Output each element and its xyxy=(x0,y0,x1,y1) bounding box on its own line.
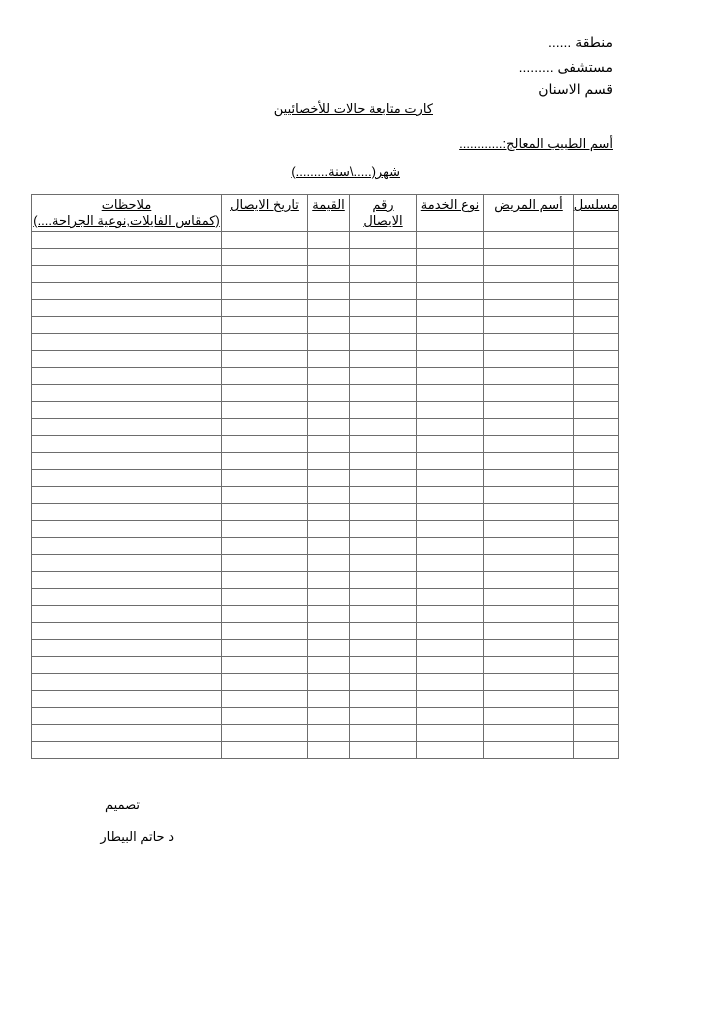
table-cell-value xyxy=(308,674,350,691)
table-cell-value xyxy=(308,453,350,470)
table-cell-service xyxy=(417,249,484,266)
table-cell-notes xyxy=(32,385,222,402)
table-cell-receipt_no xyxy=(350,623,417,640)
table-cell-patient xyxy=(484,470,574,487)
table-cell-notes xyxy=(32,317,222,334)
table-cell-serial xyxy=(574,402,619,419)
table-cell-patient xyxy=(484,300,574,317)
table-cell-serial xyxy=(574,725,619,742)
table-cell-value xyxy=(308,317,350,334)
table-cell-value xyxy=(308,402,350,419)
table-cell-receipt_date xyxy=(222,606,308,623)
table-cell-serial xyxy=(574,266,619,283)
table-row xyxy=(32,317,619,334)
table-cell-value xyxy=(308,572,350,589)
table-row xyxy=(32,589,619,606)
table-cell-notes xyxy=(32,572,222,589)
table-cell-receipt_date xyxy=(222,725,308,742)
table-cell-patient xyxy=(484,725,574,742)
table-row xyxy=(32,249,619,266)
table-cell-patient xyxy=(484,453,574,470)
table-cell-notes xyxy=(32,470,222,487)
table-cell-patient xyxy=(484,640,574,657)
table-row xyxy=(32,640,619,657)
table-cell-receipt_date xyxy=(222,266,308,283)
hospital-label: مستشفى ......... xyxy=(518,59,613,75)
table-cell-receipt_no xyxy=(350,640,417,657)
table-cell-receipt_date xyxy=(222,368,308,385)
table-cell-receipt_no xyxy=(350,538,417,555)
table-cell-receipt_date xyxy=(222,453,308,470)
table-cell-serial xyxy=(574,453,619,470)
table-cell-receipt_no xyxy=(350,385,417,402)
table-cell-receipt_date xyxy=(222,623,308,640)
table-cell-receipt_no xyxy=(350,555,417,572)
table-cell-value xyxy=(308,419,350,436)
table-cell-service xyxy=(417,640,484,657)
table-cell-serial xyxy=(574,538,619,555)
table-cell-receipt_date xyxy=(222,521,308,538)
table-cell-value xyxy=(308,589,350,606)
table-cell-value xyxy=(308,300,350,317)
table-row xyxy=(32,708,619,725)
table-cell-notes xyxy=(32,249,222,266)
table-row xyxy=(32,300,619,317)
table-header-row xyxy=(32,195,619,232)
table-cell-service xyxy=(417,521,484,538)
table-row xyxy=(32,572,619,589)
table-row xyxy=(32,487,619,504)
table-row xyxy=(32,725,619,742)
table-cell-value xyxy=(308,521,350,538)
table-cell-serial xyxy=(574,419,619,436)
table-cell-receipt_no xyxy=(350,504,417,521)
table-cell-receipt_no xyxy=(350,487,417,504)
col-value: القيمة xyxy=(308,195,350,232)
table-row xyxy=(32,334,619,351)
table-cell-notes xyxy=(32,487,222,504)
table-cell-service xyxy=(417,317,484,334)
table-cell-notes xyxy=(32,538,222,555)
table-cell-service xyxy=(417,385,484,402)
table-cell-service xyxy=(417,402,484,419)
table-cell-notes xyxy=(32,453,222,470)
design-label: تصميم xyxy=(105,797,140,812)
table-row xyxy=(32,232,619,249)
table-cell-serial xyxy=(574,470,619,487)
table-cell-receipt_no xyxy=(350,674,417,691)
table-row xyxy=(32,606,619,623)
table-row xyxy=(32,436,619,453)
table-cell-value xyxy=(308,623,350,640)
table-cell-serial xyxy=(574,368,619,385)
table-cell-receipt_date xyxy=(222,419,308,436)
table-cell-patient xyxy=(484,623,574,640)
table-cell-patient xyxy=(484,402,574,419)
table-cell-receipt_date xyxy=(222,300,308,317)
table-cell-notes xyxy=(32,351,222,368)
table-cell-patient xyxy=(484,249,574,266)
table-cell-receipt_no xyxy=(350,521,417,538)
table-cell-receipt_no xyxy=(350,249,417,266)
table-cell-notes xyxy=(32,691,222,708)
table-cell-value xyxy=(308,504,350,521)
table-cell-receipt_no xyxy=(350,691,417,708)
table-cell-patient xyxy=(484,419,574,436)
table-cell-notes xyxy=(32,555,222,572)
table-cell-notes xyxy=(32,419,222,436)
table-cell-value xyxy=(308,470,350,487)
table-cell-serial xyxy=(574,572,619,589)
table-cell-value xyxy=(308,487,350,504)
table-cell-notes xyxy=(32,266,222,283)
table-cell-serial xyxy=(574,589,619,606)
table-cell-value xyxy=(308,742,350,759)
table-row xyxy=(32,351,619,368)
table-cell-receipt_date xyxy=(222,487,308,504)
table-cell-receipt_no xyxy=(350,470,417,487)
table-cell-patient xyxy=(484,504,574,521)
table-cell-service xyxy=(417,589,484,606)
table-cell-service xyxy=(417,674,484,691)
table-cell-value xyxy=(308,640,350,657)
table-cell-notes xyxy=(32,436,222,453)
table-cell-serial xyxy=(574,623,619,640)
table-row xyxy=(32,674,619,691)
table-cell-service xyxy=(417,708,484,725)
table-cell-patient xyxy=(484,691,574,708)
table-cell-notes xyxy=(32,589,222,606)
table-cell-receipt_no xyxy=(350,708,417,725)
table-cell-service xyxy=(417,266,484,283)
table-cell-receipt_no xyxy=(350,266,417,283)
table-cell-receipt_no xyxy=(350,232,417,249)
col-notes: ملاحظات (كمقاس الفايلات,نوعية الجراحة....) xyxy=(32,195,222,232)
table-cell-receipt_no xyxy=(350,436,417,453)
designer-name: د حاتم البيطار xyxy=(100,829,174,844)
table-cell-notes xyxy=(32,334,222,351)
table-cell-service xyxy=(417,623,484,640)
col-receipt-number: رقم الايصال xyxy=(350,195,417,232)
table-cell-notes xyxy=(32,640,222,657)
table-cell-serial xyxy=(574,232,619,249)
table-cell-receipt_date xyxy=(222,742,308,759)
table-row xyxy=(32,504,619,521)
table-cell-receipt_no xyxy=(350,453,417,470)
table-cell-receipt_date xyxy=(222,691,308,708)
table-cell-patient xyxy=(484,606,574,623)
table-cell-service xyxy=(417,691,484,708)
table-cell-service xyxy=(417,300,484,317)
table-cell-value xyxy=(308,334,350,351)
table-cell-notes xyxy=(32,674,222,691)
table-row xyxy=(32,368,619,385)
table-row xyxy=(32,691,619,708)
table-cell-serial xyxy=(574,640,619,657)
table-cell-receipt_no xyxy=(350,300,417,317)
table-cell-receipt_date xyxy=(222,402,308,419)
table-cell-receipt_date xyxy=(222,317,308,334)
table-cell-serial xyxy=(574,708,619,725)
table-cell-patient xyxy=(484,436,574,453)
table-cell-service xyxy=(417,742,484,759)
table-cell-patient xyxy=(484,334,574,351)
table-cell-receipt_no xyxy=(350,606,417,623)
table-row xyxy=(32,623,619,640)
table-cell-service xyxy=(417,487,484,504)
table-cell-patient xyxy=(484,283,574,300)
table-cell-service xyxy=(417,725,484,742)
table-row xyxy=(32,385,619,402)
case-log-table xyxy=(31,194,619,759)
table-cell-value xyxy=(308,606,350,623)
table-cell-serial xyxy=(574,742,619,759)
table-cell-notes xyxy=(32,283,222,300)
table-cell-service xyxy=(417,555,484,572)
table-cell-notes xyxy=(32,725,222,742)
table-cell-patient xyxy=(484,555,574,572)
table-cell-notes xyxy=(32,504,222,521)
table-cell-value xyxy=(308,283,350,300)
table-cell-receipt_no xyxy=(350,334,417,351)
table-cell-patient xyxy=(484,708,574,725)
table-cell-receipt_date xyxy=(222,589,308,606)
table-cell-notes xyxy=(32,623,222,640)
table-cell-service xyxy=(417,606,484,623)
table-cell-serial xyxy=(574,300,619,317)
table-row xyxy=(32,419,619,436)
table-cell-service xyxy=(417,351,484,368)
table-cell-serial xyxy=(574,249,619,266)
table-cell-serial xyxy=(574,504,619,521)
table-cell-patient xyxy=(484,266,574,283)
table-cell-receipt_date xyxy=(222,657,308,674)
table-cell-patient xyxy=(484,232,574,249)
table-cell-value xyxy=(308,266,350,283)
table-cell-value xyxy=(308,725,350,742)
table-cell-serial xyxy=(574,606,619,623)
table-cell-patient xyxy=(484,657,574,674)
table-cell-notes xyxy=(32,742,222,759)
table-cell-receipt_date xyxy=(222,351,308,368)
table-cell-receipt_date xyxy=(222,249,308,266)
table-cell-receipt_date xyxy=(222,470,308,487)
table-cell-patient xyxy=(484,385,574,402)
department-label: قسم الاسنان xyxy=(538,81,613,97)
table-cell-receipt_date xyxy=(222,232,308,249)
table-cell-serial xyxy=(574,487,619,504)
table-cell-serial xyxy=(574,385,619,402)
table-cell-serial xyxy=(574,317,619,334)
table-cell-receipt_date xyxy=(222,674,308,691)
table-cell-patient xyxy=(484,589,574,606)
table-cell-notes xyxy=(32,402,222,419)
table-cell-serial xyxy=(574,691,619,708)
doctor-name-line: أسم الطبيب المعالج:............ xyxy=(459,136,613,151)
table-cell-receipt_date xyxy=(222,334,308,351)
table-cell-receipt_no xyxy=(350,419,417,436)
table-cell-notes xyxy=(32,708,222,725)
table-cell-receipt_no xyxy=(350,351,417,368)
table-cell-notes xyxy=(32,657,222,674)
table-row xyxy=(32,742,619,759)
table-cell-receipt_no xyxy=(350,368,417,385)
table-row xyxy=(32,657,619,674)
table-cell-receipt_no xyxy=(350,657,417,674)
table-cell-patient xyxy=(484,487,574,504)
table-cell-receipt_no xyxy=(350,742,417,759)
table-cell-service xyxy=(417,334,484,351)
table-cell-service xyxy=(417,572,484,589)
table-cell-receipt_no xyxy=(350,589,417,606)
table-cell-patient xyxy=(484,572,574,589)
col-serial: مسلسل xyxy=(574,195,619,232)
table-cell-value xyxy=(308,708,350,725)
table-cell-serial xyxy=(574,283,619,300)
table-cell-receipt_date xyxy=(222,555,308,572)
col-service-type: نوع الخدمة xyxy=(417,195,484,232)
table-cell-service xyxy=(417,436,484,453)
col-receipt-date: تاريخ الايصال xyxy=(222,195,308,232)
table-cell-service xyxy=(417,419,484,436)
table-cell-receipt_date xyxy=(222,385,308,402)
table-cell-receipt_date xyxy=(222,538,308,555)
table-cell-notes xyxy=(32,232,222,249)
table-cell-notes xyxy=(32,300,222,317)
table-row xyxy=(32,266,619,283)
table-cell-value xyxy=(308,385,350,402)
table-cell-value xyxy=(308,657,350,674)
table-cell-receipt_date xyxy=(222,572,308,589)
table-cell-value xyxy=(308,538,350,555)
table-cell-service xyxy=(417,504,484,521)
table-row xyxy=(32,538,619,555)
table-cell-serial xyxy=(574,351,619,368)
table-cell-service xyxy=(417,232,484,249)
col-patient-name: أسم المريض xyxy=(484,195,574,232)
table-body xyxy=(32,232,619,759)
table-cell-notes xyxy=(32,606,222,623)
table-cell-receipt_no xyxy=(350,317,417,334)
table-row xyxy=(32,521,619,538)
table-cell-receipt_no xyxy=(350,572,417,589)
table-cell-receipt_date xyxy=(222,640,308,657)
table-row xyxy=(32,555,619,572)
table-cell-receipt_no xyxy=(350,402,417,419)
table-cell-value xyxy=(308,691,350,708)
form-title: كارت متابعة حالات للأخصائيين xyxy=(273,101,433,116)
table-row xyxy=(32,470,619,487)
month-year-line: شهر(.....\سنة.........) xyxy=(291,164,400,179)
table-cell-service xyxy=(417,538,484,555)
table-cell-value xyxy=(308,351,350,368)
table-cell-patient xyxy=(484,521,574,538)
table-cell-serial xyxy=(574,521,619,538)
table-row xyxy=(32,402,619,419)
table-row xyxy=(32,283,619,300)
table-cell-value xyxy=(308,232,350,249)
table-cell-patient xyxy=(484,351,574,368)
table-cell-value xyxy=(308,368,350,385)
table-cell-patient xyxy=(484,317,574,334)
table-cell-service xyxy=(417,283,484,300)
table-cell-patient xyxy=(484,538,574,555)
table-cell-serial xyxy=(574,334,619,351)
table-cell-value xyxy=(308,555,350,572)
table-cell-receipt_no xyxy=(350,725,417,742)
table-row xyxy=(32,453,619,470)
table-cell-patient xyxy=(484,368,574,385)
region-label: منطقة ...... xyxy=(547,34,613,50)
table-cell-service xyxy=(417,453,484,470)
table-cell-receipt_date xyxy=(222,283,308,300)
table-cell-notes xyxy=(32,368,222,385)
table-cell-value xyxy=(308,249,350,266)
table-cell-notes xyxy=(32,521,222,538)
table-cell-value xyxy=(308,436,350,453)
table-cell-receipt_date xyxy=(222,436,308,453)
table-cell-serial xyxy=(574,674,619,691)
table-cell-receipt_no xyxy=(350,283,417,300)
table-cell-service xyxy=(417,657,484,674)
table-cell-patient xyxy=(484,742,574,759)
table-cell-serial xyxy=(574,555,619,572)
table-cell-service xyxy=(417,470,484,487)
table-cell-patient xyxy=(484,674,574,691)
table-cell-receipt_date xyxy=(222,504,308,521)
table-cell-service xyxy=(417,368,484,385)
table-cell-serial xyxy=(574,436,619,453)
table-cell-receipt_date xyxy=(222,708,308,725)
table-cell-serial xyxy=(574,657,619,674)
